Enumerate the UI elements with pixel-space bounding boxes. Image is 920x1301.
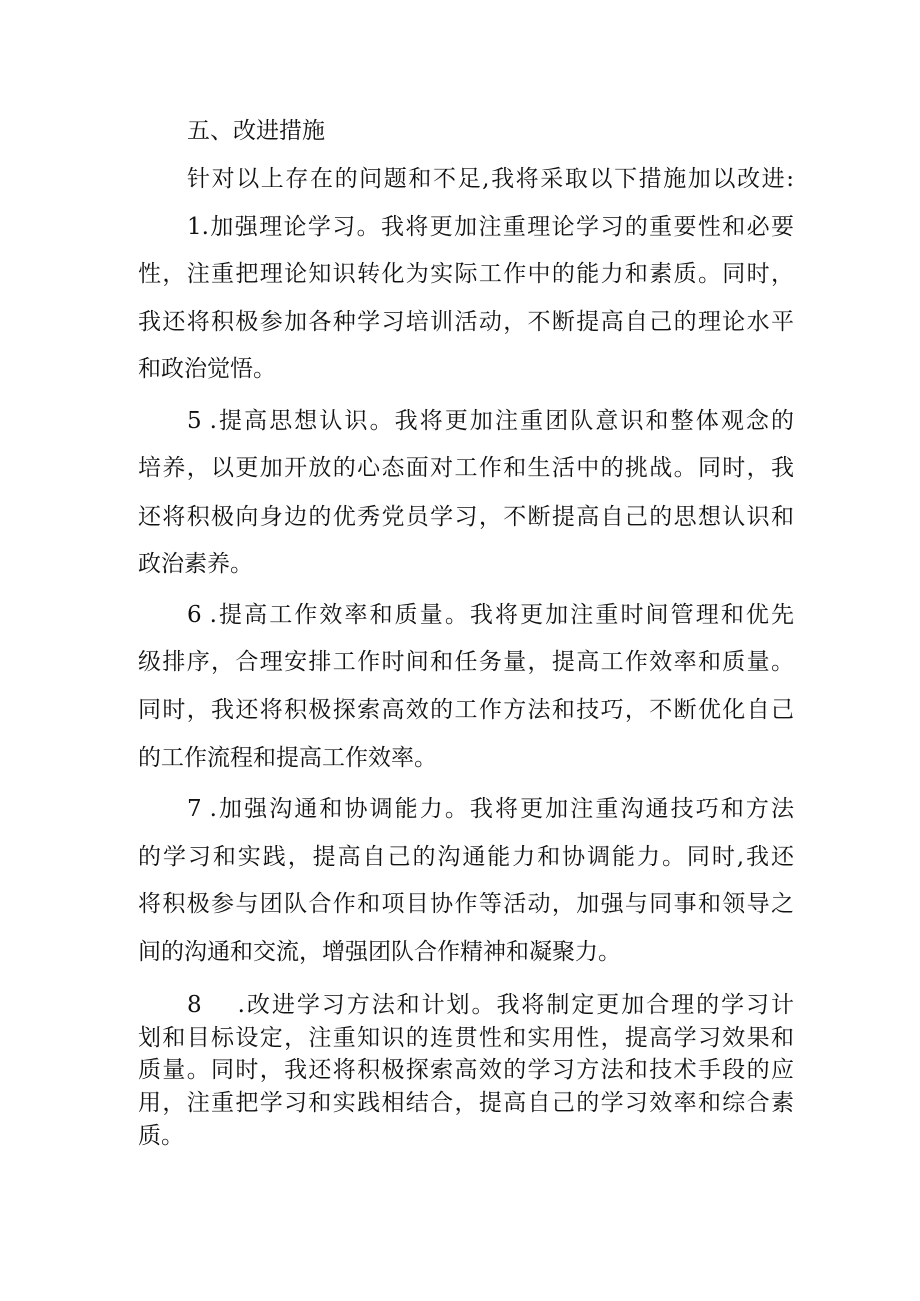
item-8-line-5: 质。 <box>138 1123 184 1149</box>
item-6-line-1 <box>187 600 794 630</box>
item-5-line-4: 政治素养。 <box>138 551 253 577</box>
item-6-line-2: 级排序，合理安排工作时间和任务量，提高工作效率和质量。 <box>138 649 794 675</box>
item-text: .加强沟通和协调能力。我将更加注重沟通技巧和方法 <box>209 796 794 822</box>
item-1-line-2: 性，注重把理论知识转化为实际工作中的能力和素质。同时， <box>138 261 794 287</box>
item-text: .提高工作效率和质量。我将更加注重时间管理和优先 <box>209 602 794 628</box>
item-7-line-2: 的学习和实践，提高自己的沟通能力和协调能力。同时,我还 <box>138 844 794 870</box>
item-number: 5 <box>187 408 202 434</box>
item-text: .提高思想认识。我将更加注重团队意识和整体观念的 <box>209 408 794 434</box>
item-7-line-3: 将积极参与团队合作和项目协作等活动，加强与同事和领导之 <box>138 891 794 917</box>
item-8-line-2: 划和目标设定，注重知识的连贯性和实用性，提高学习效果和 <box>138 1025 794 1051</box>
item-6-line-3: 同时，我还将积极探索高效的工作方法和技巧，不断优化自己 <box>138 697 794 723</box>
item-number: 8 <box>187 992 202 1018</box>
item-1-line-1 <box>187 212 794 242</box>
item-7-line-1 <box>187 794 794 824</box>
item-number: 7 <box>187 796 202 822</box>
item-6-line-4: 的工作流程和提高工作效率。 <box>138 745 437 771</box>
item-7-line-4: 间的沟通和交流，增强团队合作精神和凝聚力。 <box>138 939 621 965</box>
item-5-line-3: 还将积极向身边的优秀党员学习，不断提高自己的思想认识和 <box>138 504 794 530</box>
item-number: 6 <box>187 602 202 628</box>
item-text: 加强理论学习。我将更加注重理论学习的重要性和必要 <box>208 214 794 240</box>
item-1-line-4: 和政治觉悟。 <box>138 356 276 382</box>
item-5-line-2: 培养，以更加开放的心态面对工作和生活中的挑战。同时，我 <box>138 455 794 481</box>
item-5-line-1 <box>187 406 794 436</box>
item-text: .改进学习方法和计划。我将制定更加合理的学习计 <box>237 992 794 1018</box>
item-8-line-4: 用，注重把学习和实践相结合，提高自己的学习效率和综合素 <box>138 1090 794 1116</box>
item-1-line-3: 我还将积极参加各种学习培训活动，不断提高自己的理论水平 <box>138 309 794 335</box>
section-heading: 五、改进措施 <box>187 118 325 144</box>
item-number: 1. <box>187 214 209 240</box>
item-8-line-3: 质量。同时，我还将积极探索高效的学习方法和技术手段的应 <box>138 1057 794 1083</box>
intro-paragraph: 针对以上存在的问题和不足,我将采取以下措施加以改进: <box>187 166 794 192</box>
item-8-line-1 <box>187 990 794 1020</box>
